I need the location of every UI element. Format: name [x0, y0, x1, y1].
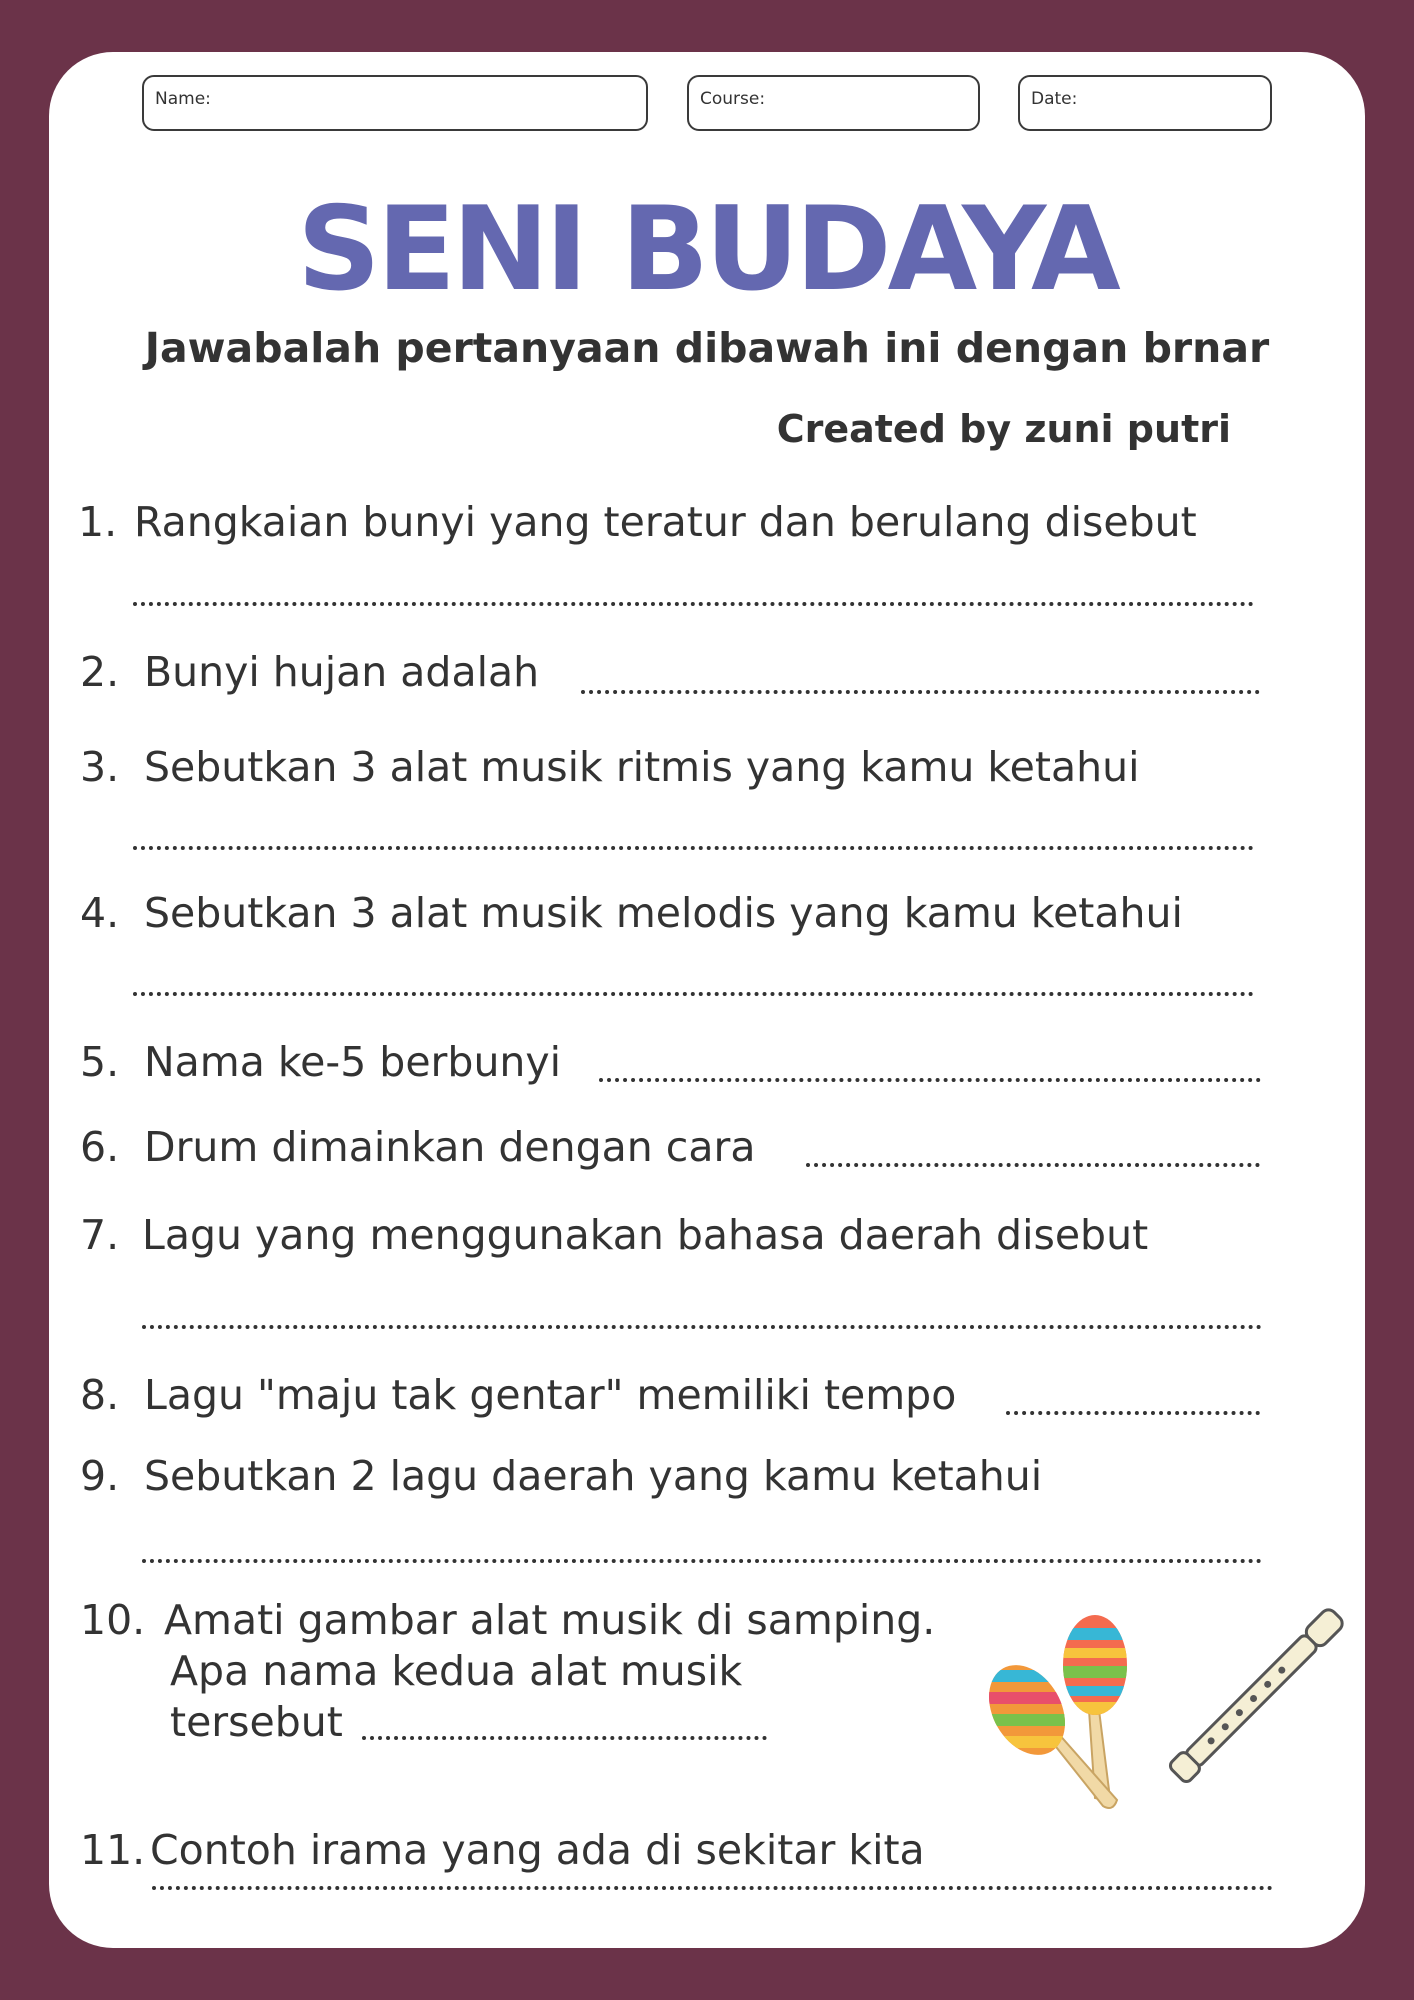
question-1	[78, 498, 1197, 546]
course-label: Course:	[700, 89, 766, 109]
recorder-flute-icon	[1145, 1597, 1355, 1807]
question-number: 10.	[80, 1596, 146, 1644]
answer-line-4[interactable]	[133, 992, 1254, 996]
question-number: 11.	[80, 1826, 146, 1874]
question-text: Sebutkan 3 alat musik melodis yang kamu ketahui	[144, 889, 1183, 937]
question-4	[80, 889, 1183, 937]
answer-line-5[interactable]	[599, 1078, 1261, 1082]
name-label: Name:	[155, 89, 211, 109]
question-text: Drum dimainkan dengan cara	[144, 1123, 756, 1171]
course-field[interactable]	[687, 75, 980, 131]
question-text: Nama ke-5 berbunyi	[144, 1038, 562, 1086]
answer-line-8[interactable]	[1006, 1411, 1260, 1415]
question-number: 9.	[80, 1452, 120, 1500]
question-number: 8.	[80, 1371, 120, 1419]
question-9	[80, 1452, 1043, 1500]
answer-line-7[interactable]	[142, 1325, 1262, 1329]
question-text: Sebutkan 2 lagu daerah yang kamu ketahui	[144, 1452, 1043, 1500]
question-text: Contoh irama yang ada di sekitar kita	[150, 1826, 925, 1874]
question-text: Lagu yang menggunakan bahasa daerah disebut	[142, 1211, 1149, 1259]
question-text: Bunyi hujan adalah	[144, 648, 540, 696]
question-5	[80, 1038, 562, 1086]
question-8	[80, 1371, 957, 1419]
question-number: 5.	[80, 1038, 120, 1086]
question-text: Rangkaian bunyi yang teratur dan berulang disebut	[134, 498, 1197, 546]
answer-line-9[interactable]	[142, 1559, 1262, 1563]
name-field[interactable]	[142, 75, 648, 131]
worksheet-page	[49, 52, 1365, 1948]
question-text: Lagu "maju tak gentar" memiliki tempo	[144, 1371, 957, 1419]
question-10-line-3: tersebut	[170, 1698, 343, 1746]
question-2	[80, 648, 540, 696]
answer-line-6[interactable]	[806, 1163, 1260, 1167]
instructions: Jawabalah pertanyaan dibawah ini dengan brnar	[144, 324, 1270, 372]
answer-line-2[interactable]	[581, 690, 1260, 694]
answer-line-10[interactable]	[362, 1736, 767, 1740]
date-field[interactable]	[1018, 75, 1272, 131]
answer-line-1[interactable]	[133, 602, 1254, 606]
question-number: 4.	[80, 889, 120, 937]
question-7	[80, 1211, 1149, 1259]
question-10-line-2: Apa nama kedua alat musik	[170, 1647, 743, 1695]
question-number: 7.	[80, 1211, 120, 1259]
answer-line-3[interactable]	[133, 846, 1254, 850]
page-title: SENI BUDAYA	[297, 182, 1117, 317]
question-text-line-1: Amati gambar alat musik di samping.	[164, 1596, 936, 1644]
question-10	[80, 1596, 936, 1644]
question-number: 6.	[80, 1123, 120, 1171]
question-number: 1.	[78, 498, 118, 546]
answer-line-11[interactable]	[152, 1886, 1273, 1890]
question-6	[80, 1123, 756, 1171]
date-label: Date:	[1031, 89, 1078, 109]
question-3	[80, 743, 1140, 791]
question-11	[80, 1826, 925, 1874]
question-number: 3.	[80, 743, 120, 791]
question-text: Sebutkan 3 alat musik ritmis yang kamu ketahui	[144, 743, 1140, 791]
question-number: 2.	[80, 648, 120, 696]
author-credit: Created by zuni putri	[776, 407, 1231, 451]
